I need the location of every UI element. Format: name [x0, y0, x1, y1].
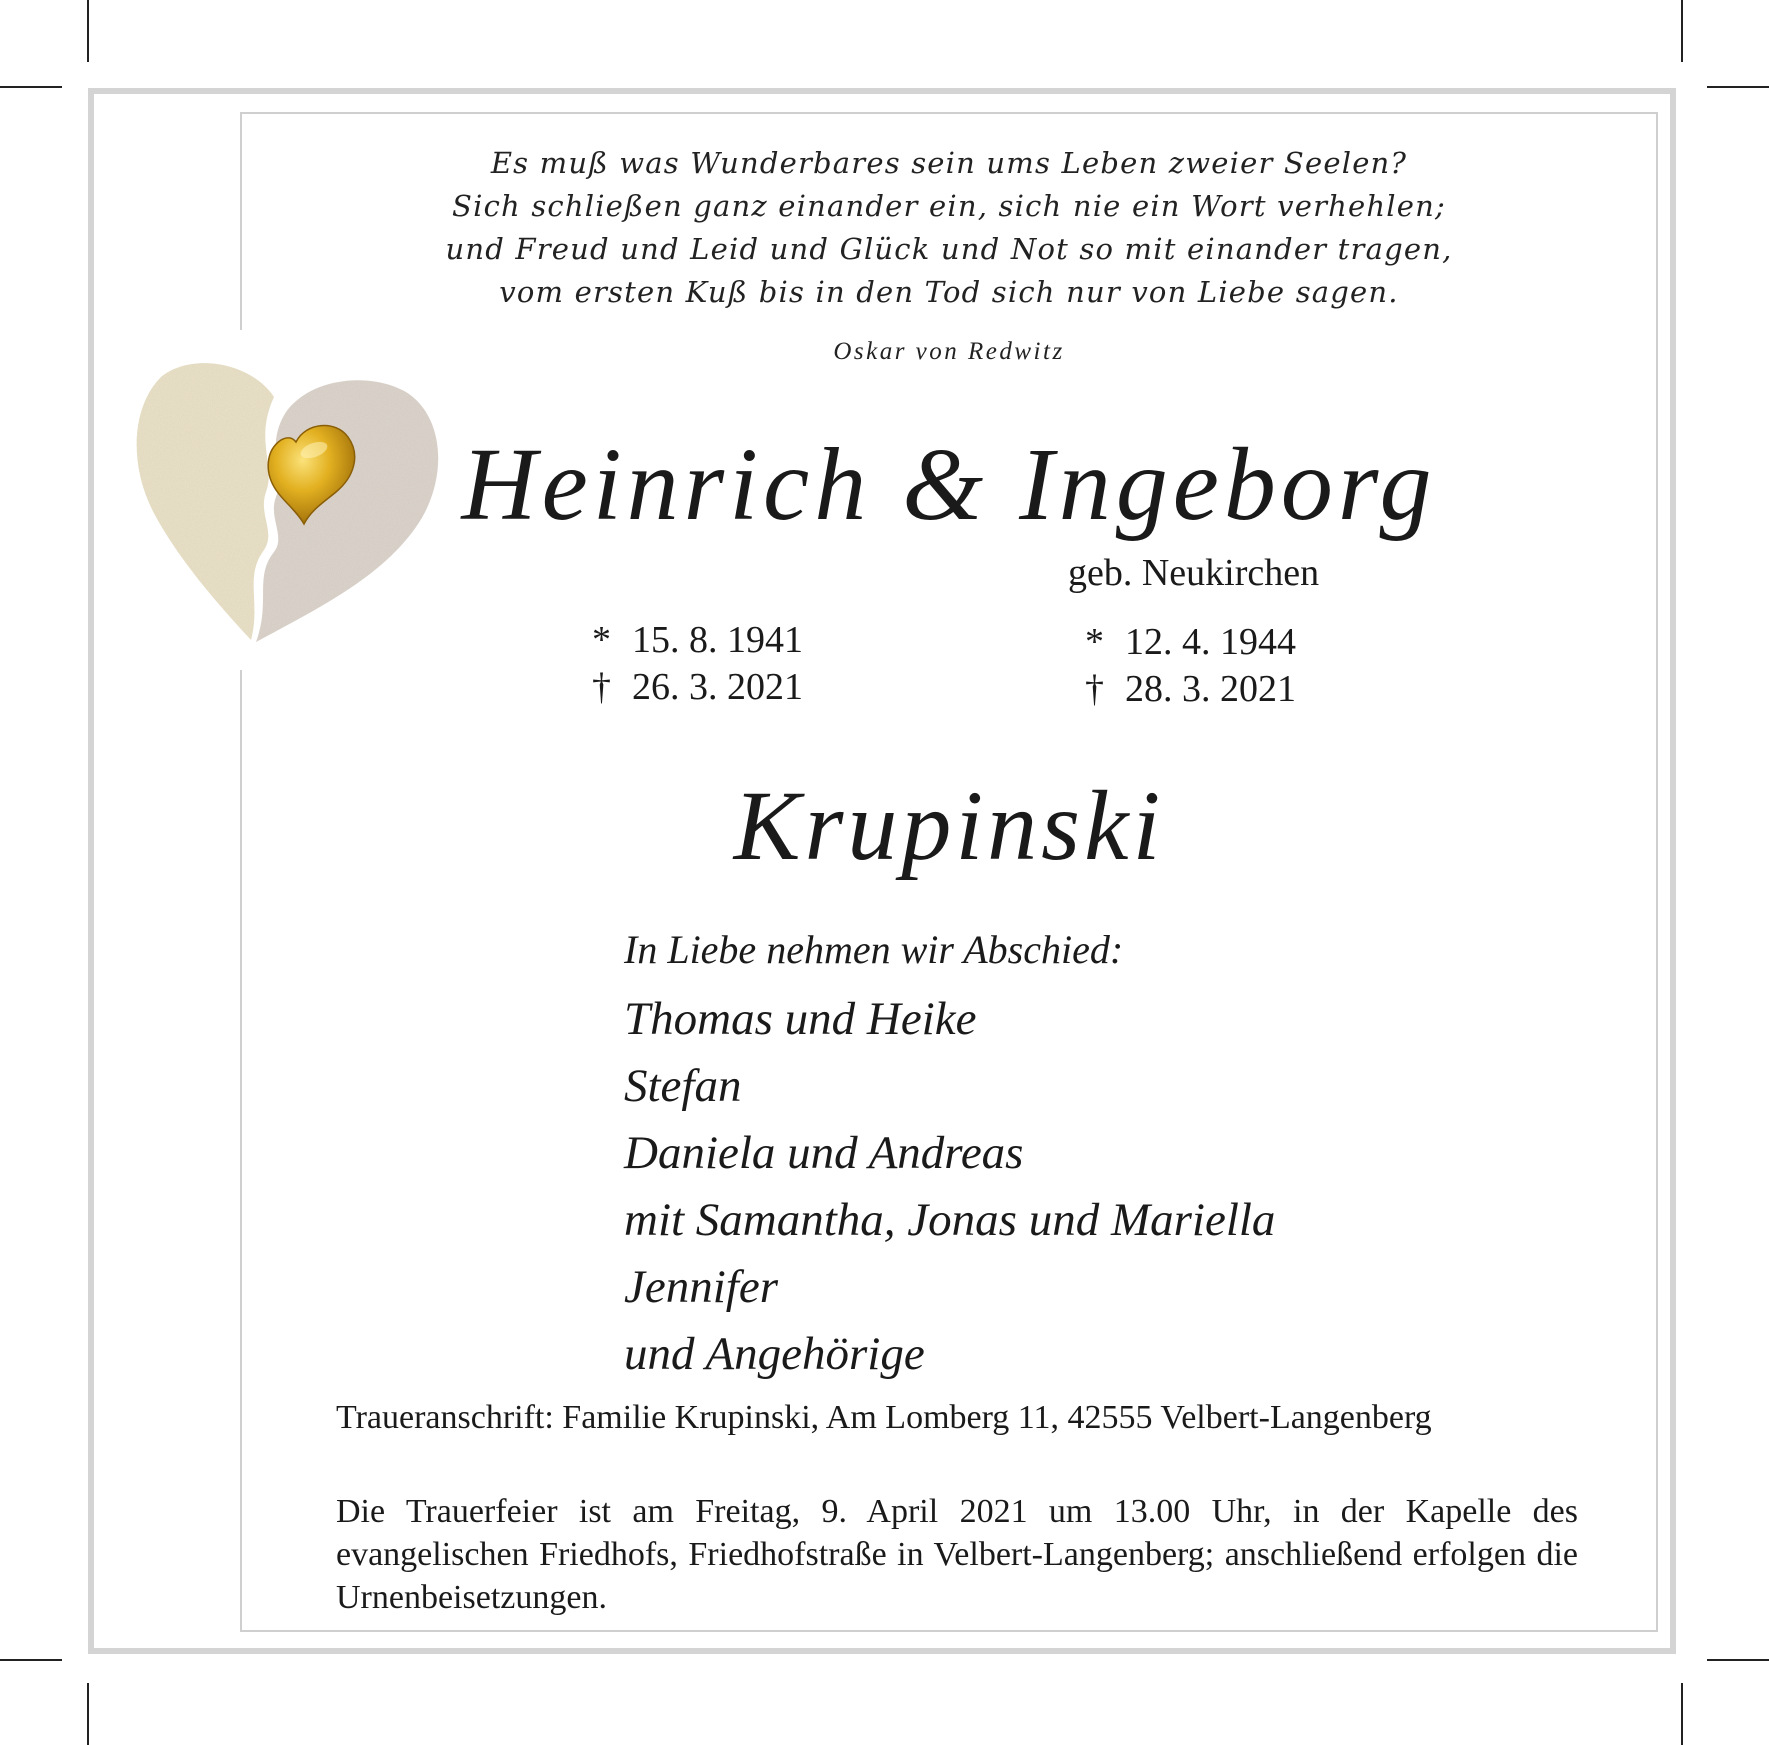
heinrich-birth-date: 15. 8. 1941	[632, 619, 803, 661]
ingeborg-birth-date: 12. 4. 1944	[1125, 621, 1296, 663]
maiden-name: geb. Neukirchen	[1068, 552, 1320, 594]
poem-line: Sich schließen ganz einander ein, sich nie ein Wort verhehlen;	[452, 189, 1446, 223]
mourner-item: Thomas und Heike	[624, 993, 977, 1045]
crop-mark-left-bottom	[0, 1659, 62, 1661]
mourner-item: mit Samantha, Jonas und Mariella	[624, 1194, 1276, 1246]
crop-mark-right-bottom	[1707, 1659, 1769, 1661]
mourners-list	[624, 924, 1275, 1388]
poem-author: Oskar von Redwitz	[833, 338, 1065, 365]
crop-mark-bottom-left	[87, 1683, 89, 1745]
mourner-item: und Angehörige	[624, 1328, 925, 1380]
mourner-item: Jennifer	[624, 1261, 778, 1313]
cross-icon: †	[592, 666, 611, 708]
mourner-item: Daniela und Andreas	[624, 1127, 1024, 1179]
crop-mark-top-left	[87, 0, 89, 62]
ingeborg-dates	[1085, 619, 1296, 713]
crop-mark-left-top	[0, 86, 62, 88]
poem	[240, 142, 1658, 314]
heinrich-death-date: 26. 3. 2021	[632, 666, 803, 708]
mourning-address: Traueranschrift: Familie Krupinski, Am Lomberg 11, 42555 Velbert-Langenberg	[336, 1399, 1432, 1436]
crop-mark-bottom-right	[1681, 1683, 1683, 1745]
cross-icon: †	[1085, 668, 1104, 710]
deceased-names: Heinrich & Ingeborg	[461, 427, 1437, 542]
birth-symbol: *	[1085, 621, 1104, 663]
poem-line: vom ersten Kuß bis in den Tod sich nur von Liebe sagen.	[499, 275, 1399, 309]
ingeborg-death-date: 28. 3. 2021	[1125, 668, 1296, 710]
ceremony-notice: Die Trauerfeier ist am Freitag, 9. April 2021 um 13.00 Uhr, in der Kapelle des evangelischen Friedhofs, Friedhofstraße in Velbert-Langenberg; anschließend erfolgen die Urnenbeisetzungen.	[336, 1493, 1578, 1616]
poem-line: Es muß was Wunderbares sein ums Leben zweier Seelen?	[490, 146, 1408, 180]
poem-line: und Freud und Leid und Glück und Not so mit einander tragen,	[445, 232, 1453, 266]
family-surname: Krupinski	[733, 770, 1165, 881]
heinrich-dates	[592, 617, 803, 711]
birth-symbol: *	[592, 619, 611, 661]
crop-mark-top-right	[1681, 0, 1683, 62]
crop-mark-right-top	[1707, 86, 1769, 88]
farewell-intro: In Liebe nehmen wir Abschied:	[624, 927, 1124, 972]
mourner-item: Stefan	[624, 1060, 742, 1112]
